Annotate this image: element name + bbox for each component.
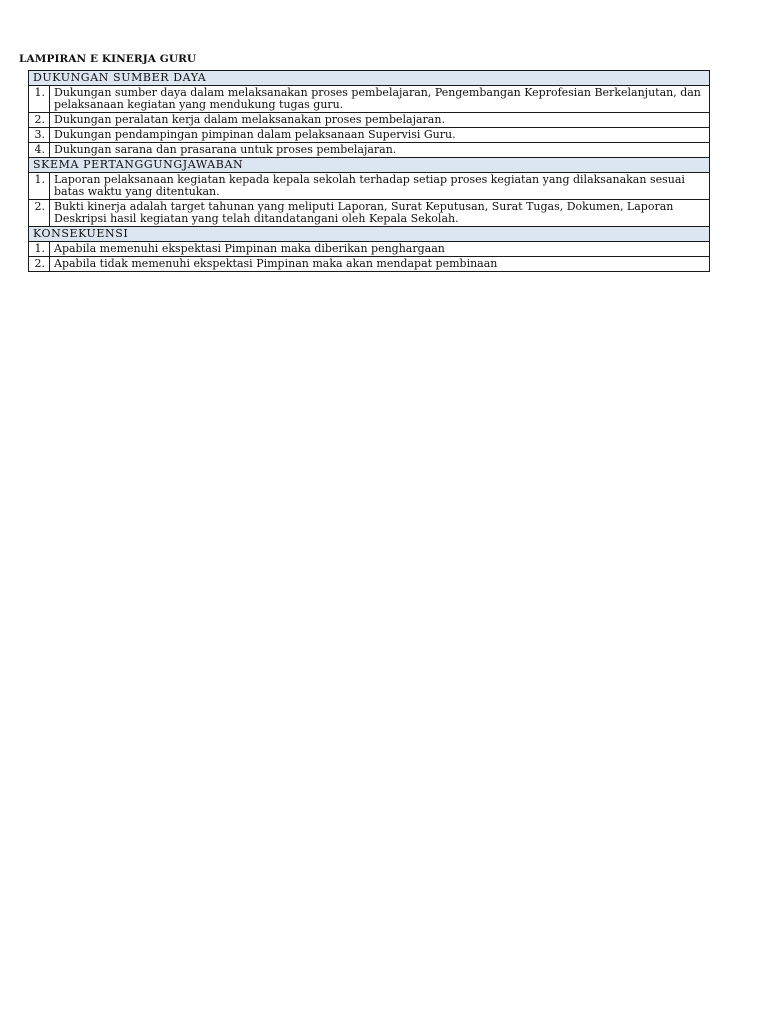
- item-text: Apabila tidak memenuhi ekspektasi Pimpinan maka akan mendapat pembinaan: [50, 257, 710, 272]
- section-header-row: [29, 227, 710, 242]
- table-row: [29, 86, 710, 113]
- table-row: [29, 128, 710, 143]
- item-number: 3.: [29, 128, 50, 143]
- item-number: 2.: [29, 200, 50, 227]
- item-text: Laporan pelaksanaan kegiatan kepada kepala sekolah terhadap setiap proses kegiatan yang dilaksanakan sesuai batas waktu yang ditentukan.: [50, 173, 710, 200]
- item-text: Dukungan sarana dan prasarana untuk proses pembelajaran.: [50, 143, 710, 158]
- item-number: 1.: [29, 242, 50, 257]
- table-row: [29, 200, 710, 227]
- section-header-skema-pertanggungjawaban: SKEMA PERTANGGUNGJAWABAN: [29, 158, 710, 173]
- table-row: [29, 173, 710, 200]
- table-row: [29, 257, 710, 272]
- document-title: LAMPIRAN E KINERJA GURU: [19, 53, 197, 65]
- item-text: Bukti kinerja adalah target tahunan yang meliputi Laporan, Surat Keputusan, Surat Tugas, Dokumen, Laporan Deskripsi hasil kegiatan yang telah ditandatangani oleh Kepala Sekolah.: [50, 200, 710, 227]
- item-number: 1.: [29, 86, 50, 113]
- item-number: 2.: [29, 257, 50, 272]
- table-row: [29, 242, 710, 257]
- item-number: 4.: [29, 143, 50, 158]
- item-text: Dukungan peralatan kerja dalam melaksanakan proses pembelajaran.: [50, 113, 710, 128]
- item-text: Dukungan pendampingan pimpinan dalam pelaksanaan Supervisi Guru.: [50, 128, 710, 143]
- item-number: 2.: [29, 113, 50, 128]
- lampiran-table: [28, 70, 710, 272]
- item-text: Dukungan sumber daya dalam melaksanakan proses pembelajaran, Pengembangan Keprofesian Berkelanjutan, dan pelaksanaan kegiatan yang mendukung tugas guru.: [50, 86, 710, 113]
- item-text: Apabila memenuhi ekspektasi Pimpinan maka diberikan penghargaan: [50, 242, 710, 257]
- section-header-row: [29, 71, 710, 86]
- section-header-konsekuensi: KONSEKUENSI: [29, 227, 710, 242]
- table-row: [29, 113, 710, 128]
- section-header-dukungan-sumber-daya: DUKUNGAN SUMBER DAYA: [29, 71, 710, 86]
- item-number: 1.: [29, 173, 50, 200]
- section-header-row: [29, 158, 710, 173]
- table-row: [29, 143, 710, 158]
